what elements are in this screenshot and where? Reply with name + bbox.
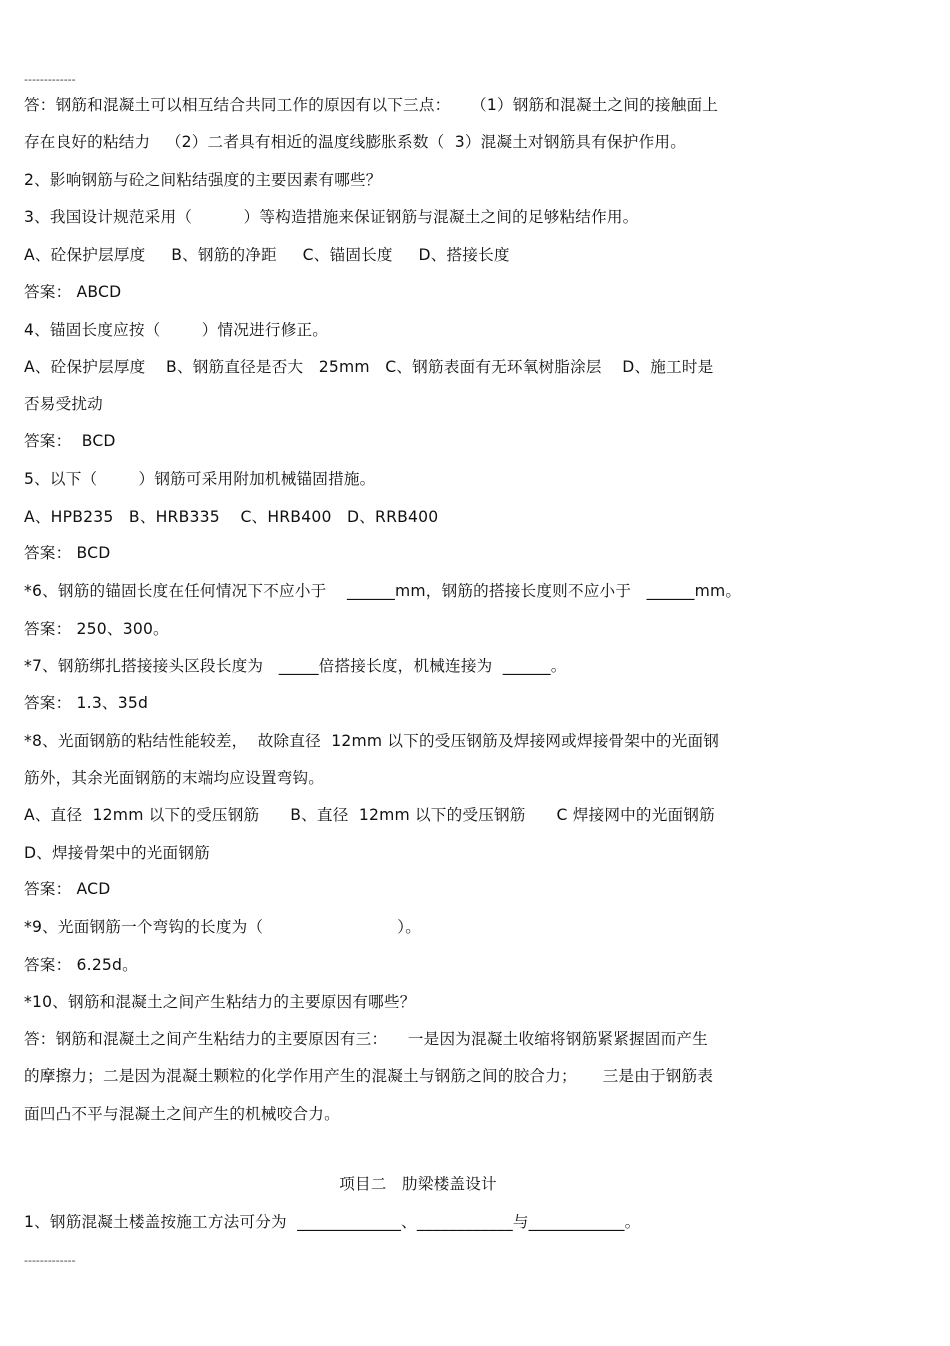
- top-rule: -------------: [24, 73, 76, 86]
- options-line: A、直径 12mm 以下的受压钢筋 B、直径 12mm 以下的受压钢筋 C 焊接网中的光面钢筋: [24, 806, 715, 824]
- answer-line: 答案： 1.3、35d: [24, 694, 149, 712]
- question-line: 5、以下（ ）钢筋可采用附加机械锚固措施。: [24, 470, 376, 488]
- text-line: 的摩擦力；二是因为混凝土颗粒的化学作用产生的混凝土与钢筋之间的胶合力； 三是由于钢筋表: [24, 1067, 714, 1085]
- bottom-rule: -------------: [24, 1254, 76, 1267]
- question-line: 筋外，其余光面钢筋的末端均应设置弯钩。: [24, 769, 325, 787]
- question-line: *6、钢筋的锚固长度在任何情况下不应小于 ______mm，钢筋的搭接长度则不应小于 ______mm。: [24, 582, 742, 600]
- text-line: 答：钢筋和混凝土之间产生粘结力的主要原因有三： 一是因为混凝土收缩将钢筋紧紧握固而产生: [24, 1030, 708, 1048]
- answer-line: 答案： 6.25d。: [24, 956, 138, 974]
- question-line: *7、钢筋绑扎搭接接头区段长度为 _____倍搭接长度，机械连接为 ______。: [24, 657, 567, 675]
- question-line: *8、光面钢筋的粘结性能较差， 故除直径 12mm 以下的受压钢筋及焊接网或焊接骨架中的光面钢: [24, 732, 720, 750]
- answer-line: 答案： BCD: [24, 544, 111, 562]
- options-line: A、砼保护层厚度 B、钢筋直径是否大 25mm C、钢筋表面有无环氧树脂涂层 D、施工时是: [24, 358, 714, 376]
- question-line: *9、光面钢筋一个弯钩的长度为（ ）。: [24, 918, 422, 936]
- answer-line: 答案： 250、300。: [24, 620, 169, 638]
- options-line: D、焊接骨架中的光面钢筋: [24, 844, 210, 862]
- section-title: 项目二 肋梁楼盖设计: [339, 1175, 497, 1193]
- question-line: *10、钢筋和混凝土之间产生粘结力的主要原因有哪些？: [24, 993, 416, 1011]
- text-line: 面凹凸不平与混凝土之间产生的机械咬合力。: [24, 1105, 340, 1123]
- answer-line: 答案： BCD: [24, 432, 116, 450]
- answer-line: 答案： ABCD: [24, 283, 122, 301]
- question-line: 4、锚固长度应按（ ）情况进行修正。: [24, 321, 329, 339]
- question-line: 3、我国设计规范采用（ ）等构造措施来保证钢筋与混凝土之间的足够粘结作用。: [24, 208, 639, 226]
- answer-line: 答案： ACD: [24, 880, 111, 898]
- text-line: 答：钢筋和混凝土可以相互结合共同工作的原因有以下三点： （1）钢筋和混凝土之间的接触面上: [24, 96, 719, 114]
- text-line: 存在良好的粘结力 （2）二者具有相近的温度线膨胀系数（ 3）混凝土对钢筋具有保护作用。: [24, 133, 686, 151]
- question-line: 1、钢筋混凝土楼盖按施工方法可分为 _____________、____________与____________。: [24, 1213, 641, 1231]
- options-line: A、HPB235 B、HRB335 C、HRB400 D、RRB400: [24, 508, 439, 526]
- options-line: 否易受扰动: [24, 395, 103, 413]
- question-line: 2、影响钢筋与砼之间粘结强度的主要因素有哪些？: [24, 171, 382, 189]
- options-line: A、砼保护层厚度 B、钢筋的净距 C、锚固长度 D、搭接长度: [24, 246, 510, 264]
